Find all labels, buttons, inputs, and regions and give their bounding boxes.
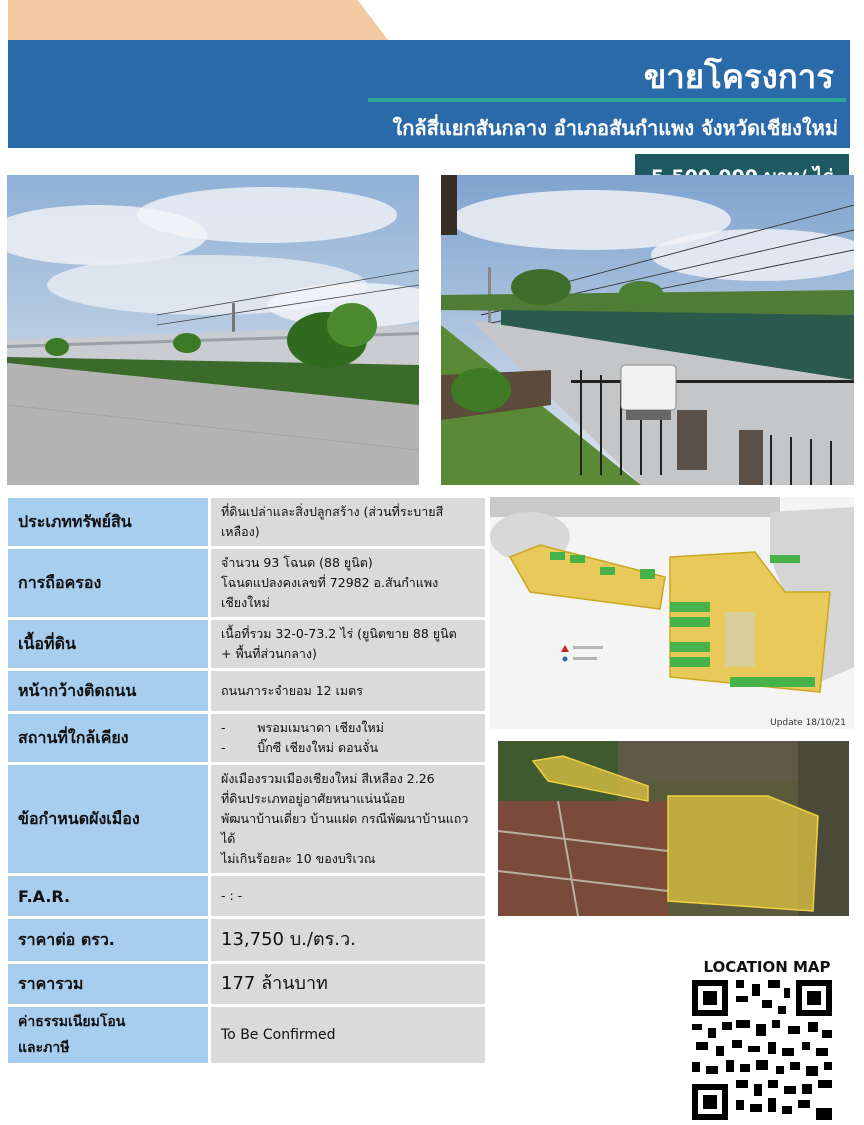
row-total-price xyxy=(8,964,485,1004)
total-price-value: 177 ล้านบาท xyxy=(208,964,485,1004)
zoning-value: ผังเมืองรวมเมืองเชียงใหม่ สีเหลือง 2.26 ที่ดินประเภทอยู่อาศัยหนาแน่นน้อย พัฒนาบ้านเดี่ยว บ้านแฝด กรณีพัฒนาบ้านแถวได้ ไม่เกินร้อยละ 10 ของบริเวณ xyxy=(208,765,485,873)
property-type-label: ประเภททรัพย์สิน xyxy=(8,498,208,546)
transfer-fees-label: ค่าธรรมเนียมโอน และภาษี xyxy=(8,1007,208,1063)
row-property-type xyxy=(8,498,485,546)
price-per-sqwa-label: ราคาต่อ ตรว. xyxy=(8,919,208,961)
header-banner xyxy=(8,40,850,148)
street-photo xyxy=(7,175,419,485)
header-tab-decoration xyxy=(8,0,388,40)
property-type-value: ที่ดินเปล่าและสิ่งปลูกสร้าง (ส่วนที่ระบายสี เหลือง) xyxy=(208,498,485,546)
ownership-value: จำนวน 93 โฉนด (88 ยูนิต) โฉนดแปลงคงเลขที่ 72982 อ.สันกำแพง เชียงใหม่ xyxy=(208,549,485,617)
land-area-label: เนื้อที่ดิน xyxy=(8,620,208,668)
row-road-frontage xyxy=(8,671,485,711)
row-price-per-sqwa xyxy=(8,919,485,961)
row-transfer-fees xyxy=(8,1007,485,1063)
zoning-label: ข้อกำหนดผังเมือง xyxy=(8,765,208,873)
satellite-map xyxy=(498,741,849,916)
nearby-places-label: สถานที่ใกล้เคียง xyxy=(8,714,208,762)
header-divider xyxy=(368,98,846,102)
ownership-label: การถือครอง xyxy=(8,549,208,617)
plan-update-text: Update 18/10/21 xyxy=(770,718,846,728)
total-price-label: ราคารวม xyxy=(8,964,208,1004)
gate-photo xyxy=(441,175,854,485)
price-per-sqwa-value: 13,750 บ./ตร.ว. xyxy=(208,919,485,961)
row-nearby-places xyxy=(8,714,485,762)
row-far xyxy=(8,876,485,916)
road-frontage-value: ถนนภาระจำยอม 12 เมตร xyxy=(208,671,485,711)
road-frontage-label: หน้ากว้างติดถนน xyxy=(8,671,208,711)
page-title: ขายโครงการ xyxy=(643,57,834,96)
far-label: F.A.R. xyxy=(8,876,208,916)
location-qr-code[interactable] xyxy=(692,980,832,1120)
site-plan-map xyxy=(490,497,854,729)
page-subtitle: ใกล้สี่แยกสันกลาง อำเภอสันกำแพง จังหวัดเชียงใหม่ xyxy=(392,116,838,140)
transfer-fees-value: To Be Confirmed xyxy=(208,1007,485,1063)
row-ownership xyxy=(8,549,485,617)
land-area-value: เนื้อที่รวม 32-0-73.2 ไร่ (ยูนิตขาย 88 ยูนิต + พื้นที่ส่วนกลาง) xyxy=(208,620,485,668)
nearby-places-value: - พรอมเมนาดา เชียงใหม่ - บิ๊กซี เชียงใหม่ ดอนจั่น xyxy=(208,714,485,762)
row-land-area xyxy=(8,620,485,668)
property-details-table xyxy=(8,495,485,1066)
row-zoning xyxy=(8,765,485,873)
far-value: - : - xyxy=(208,876,485,916)
location-map-label: LOCATION MAP xyxy=(703,958,831,976)
